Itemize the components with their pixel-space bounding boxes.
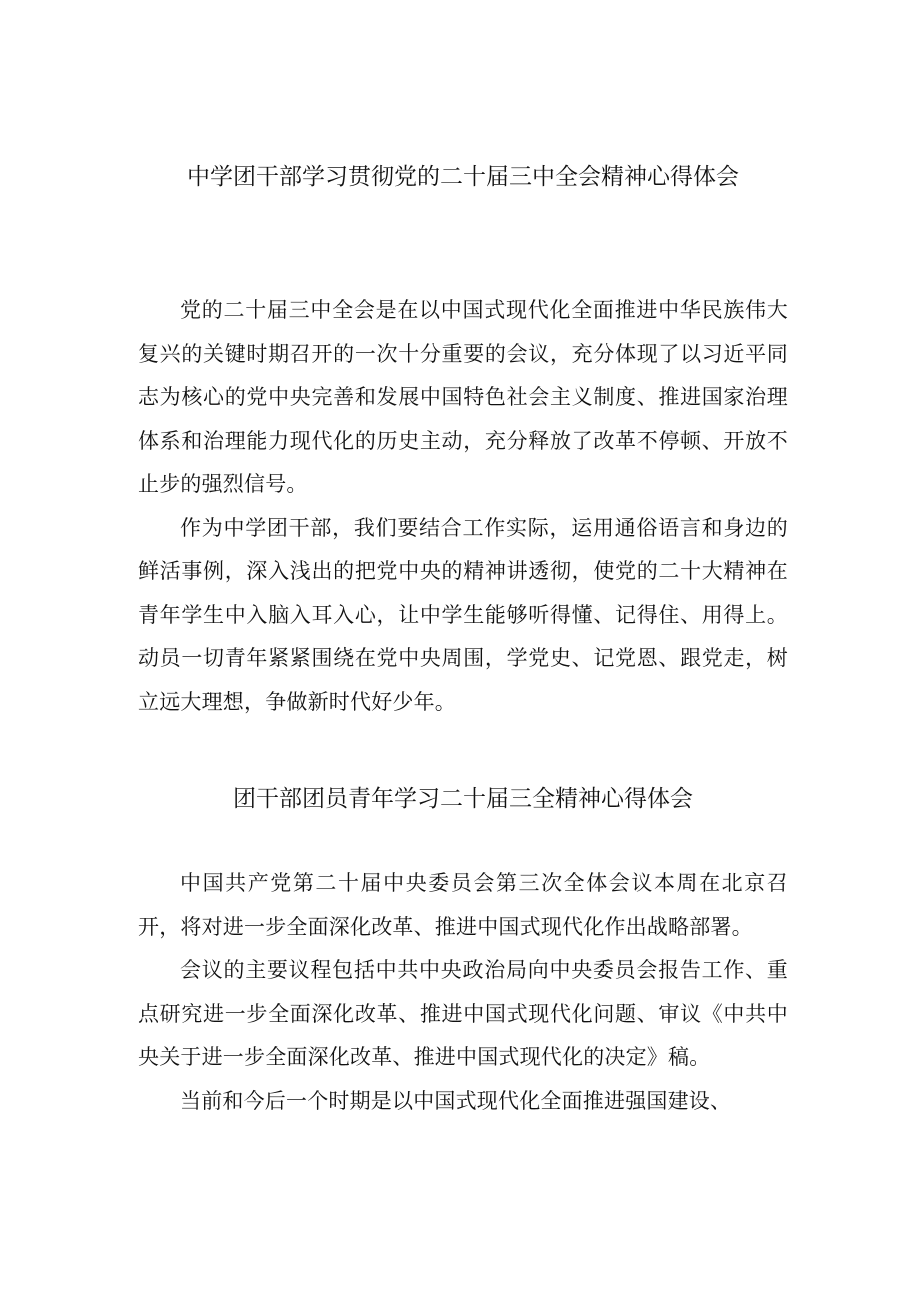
article1-paragraph-1: 党的二十届三中全会是在以中国式现代化全面推进中华民族伟大复兴的关键时期召开的一次十分重要的会议，充分体现了以习近平同志为核心的党中央完善和发展中国特色社会主义制度、推进国家治理体系和治理能力现代化的历史主动，充分释放了改革不停顿、开放不止步的强烈信号。: [138, 298, 788, 496]
article2-paragraph-2: 会议的主要议程包括中共中央政治局向中央委员会报告工作、重点研究进一步全面深化改革、推进中国式现代化问题、审议《中共中央关于进一步全面深化改革、推进中国式现代化的决定》稿。: [138, 958, 788, 1069]
article2-title: 团干部团员青年学习二十届三全精神心得体会: [233, 786, 693, 812]
article1-header: [138, 154, 788, 200]
article2-paragraph-3: 当前和今后一个时期是以中国式现代化全面推进强国建设、: [180, 1088, 732, 1113]
article1-body: [138, 289, 788, 724]
article2-header: [138, 776, 788, 822]
article1-title: 中学团干部学习贯彻党的二十届三中全会精神心得体会: [187, 164, 739, 190]
article2-body: [138, 862, 788, 1123]
article2-paragraph-1: 中国共产党第二十届中央委员会第三次全体会议本周在北京召开，将对进一步全面深化改革、推进中国式现代化作出战略部署。: [138, 871, 788, 939]
article1-paragraph-2: 作为中学团干部，我们要结合工作实际，运用通俗语言和身边的鲜活事例，深入浅出的把党中央的精神讲透彻，使党的二十大精神在青年学生中入脑入耳入心，让中学生能够听得懂、记得住、用得上。动员一切青年紧紧围绕在党中央周围，学党史、记党恩、跟党走，树立远大理想，争做新时代好少年。: [138, 515, 788, 714]
